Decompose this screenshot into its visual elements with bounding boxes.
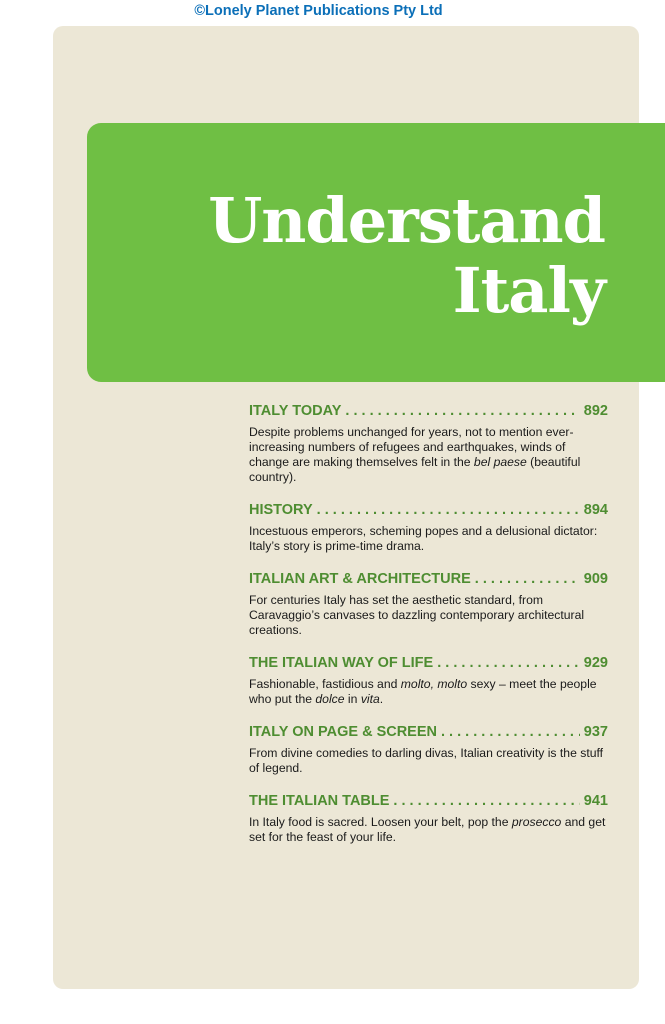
description-text-run: in bbox=[344, 692, 361, 706]
toc-entry-page[interactable]: 894 bbox=[583, 502, 608, 518]
toc-entry-title[interactable]: HISTORY bbox=[249, 502, 313, 518]
table-of-contents bbox=[249, 402, 608, 861]
toc-entry-heading[interactable] bbox=[249, 654, 608, 673]
toc-entry-heading[interactable] bbox=[249, 501, 608, 520]
toc-entry-heading[interactable] bbox=[249, 402, 608, 421]
toc-entry[interactable] bbox=[249, 501, 608, 554]
toc-entry-heading[interactable] bbox=[249, 723, 608, 742]
toc-entry-page[interactable]: 937 bbox=[583, 724, 608, 740]
toc-entry-description bbox=[249, 815, 608, 845]
description-text-run: dolce bbox=[315, 692, 345, 706]
description-text-run: Incestuous emperors, scheming popes and a delusional dictator: Italy’s story is prime-time drama. bbox=[249, 524, 598, 553]
toc-entry-description bbox=[249, 593, 608, 638]
description-text-run: molto, molto bbox=[400, 677, 468, 691]
dot-leader bbox=[393, 792, 579, 811]
description-text-run: prosecco bbox=[511, 815, 562, 829]
description-text-run: vita bbox=[360, 692, 380, 706]
description-text-run: Fashionable, fastidious and bbox=[249, 677, 401, 691]
toc-entry-title[interactable]: THE ITALIAN WAY OF LIFE bbox=[249, 655, 434, 671]
dot-leader bbox=[317, 501, 580, 520]
toc-entry-title[interactable]: ITALIAN ART & ARCHITECTURE bbox=[249, 571, 471, 587]
toc-entry-heading[interactable] bbox=[249, 570, 608, 589]
toc-entry-title[interactable]: ITALY ON PAGE & SCREEN bbox=[249, 724, 437, 740]
toc-entry-description bbox=[249, 746, 608, 776]
toc-entry-title[interactable]: ITALY TODAY bbox=[249, 403, 342, 419]
page-title-line2: Italy bbox=[452, 254, 605, 327]
description-text-run: and get set for the feast of your life. bbox=[249, 815, 606, 844]
toc-entry-title[interactable]: THE ITALIAN TABLE bbox=[249, 793, 390, 809]
toc-entry-description bbox=[249, 425, 608, 485]
page-title bbox=[208, 186, 605, 326]
toc-entry[interactable] bbox=[249, 654, 608, 707]
dot-leader bbox=[345, 402, 579, 421]
toc-entry-page[interactable]: 929 bbox=[583, 655, 608, 671]
toc-entry-page[interactable]: 909 bbox=[583, 571, 608, 587]
toc-entry-description bbox=[249, 524, 608, 554]
description-text-run: (beautiful country). bbox=[249, 455, 581, 484]
description-text-run: sexy – meet the people who put the bbox=[249, 677, 597, 706]
description-text-run: For centuries Italy has set the aesthetic standard, from Caravaggio’s canvases to dazzling contemporary architectural creations. bbox=[249, 593, 585, 637]
description-text-run: In Italy food is sacred. Loosen your belt, pop the bbox=[249, 815, 512, 829]
toc-entry[interactable] bbox=[249, 723, 608, 776]
toc-entry-page[interactable]: 941 bbox=[583, 793, 608, 809]
toc-entry-description bbox=[249, 677, 608, 707]
toc-entry[interactable] bbox=[249, 792, 608, 845]
toc-entry-page[interactable]: 892 bbox=[583, 403, 608, 419]
dot-leader bbox=[437, 654, 580, 673]
toc-entry-heading[interactable] bbox=[249, 792, 608, 811]
toc-entry[interactable] bbox=[249, 570, 608, 638]
page-title-line1: Understand bbox=[208, 184, 605, 257]
description-text-run: From divine comedies to darling divas, Italian creativity is the stuff of legend. bbox=[249, 746, 604, 775]
description-text-run: . bbox=[379, 692, 384, 706]
dot-leader bbox=[475, 570, 580, 589]
description-text-run: bel paese bbox=[473, 455, 527, 469]
description-text-run: Despite problems unchanged for years, not to mention ever-increasing numbers of refugees and earthquakes, winds of change are making themselves felt in the bbox=[249, 425, 574, 469]
dot-leader bbox=[441, 723, 580, 742]
copyright-notice: ©Lonely Planet Publications Pty Ltd bbox=[194, 3, 443, 19]
toc-entry[interactable] bbox=[249, 402, 608, 485]
